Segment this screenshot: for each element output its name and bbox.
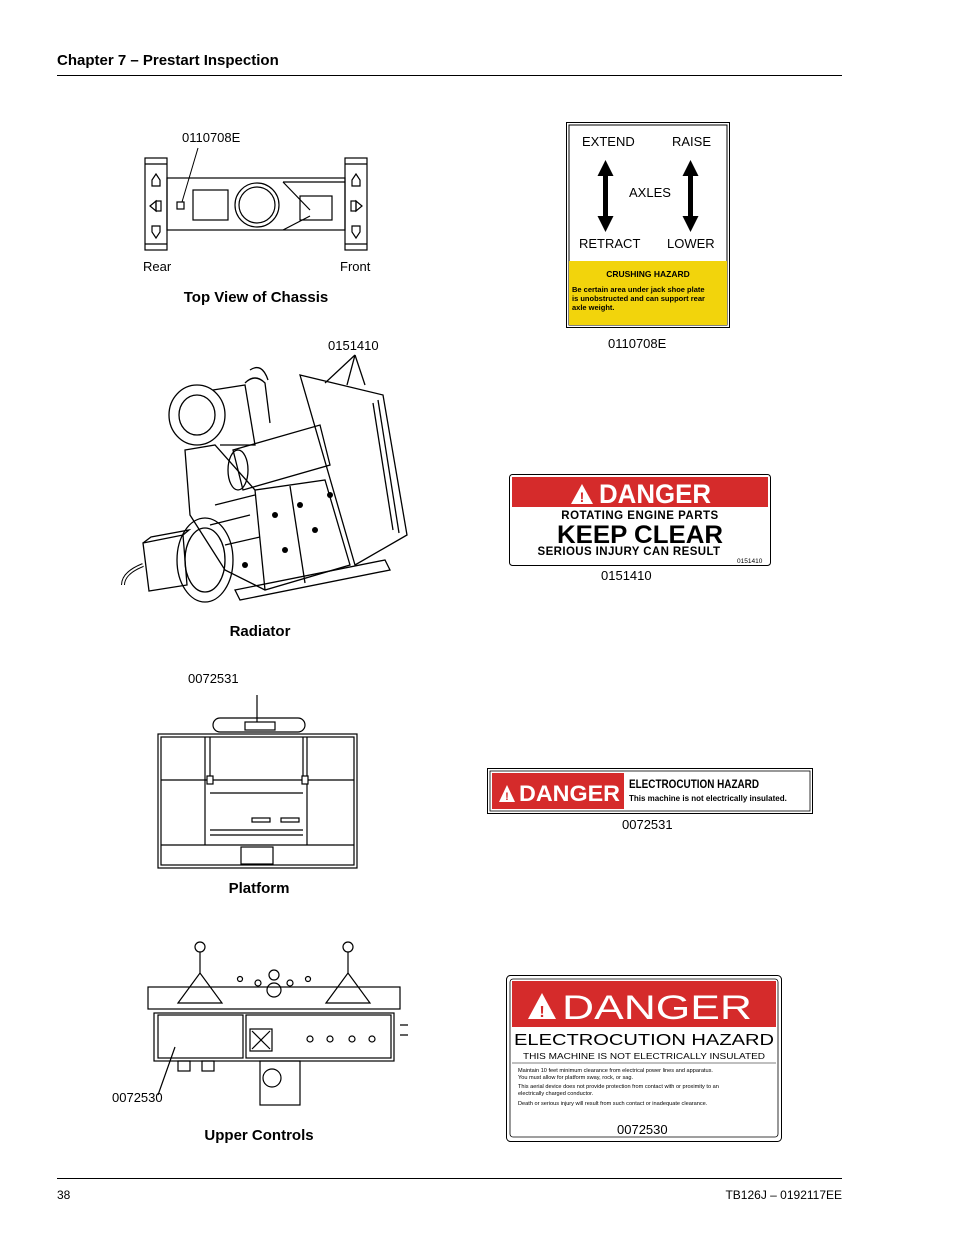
- engine-danger-word: DANGER: [599, 479, 711, 509]
- svg-text:!: !: [505, 791, 509, 803]
- svg-text:!: !: [539, 1004, 545, 1021]
- chassis-front-label: Front: [340, 259, 371, 274]
- axles-hazard-line2: is unobstructed and can support rear: [572, 294, 705, 303]
- platform-danger-decal: [487, 768, 813, 814]
- axles-retract: RETRACT: [579, 236, 641, 251]
- chassis-callout: 0110708E: [182, 130, 241, 145]
- header-rule: [57, 75, 842, 76]
- upper-controls-drawing: [140, 935, 415, 1110]
- axles-lower: LOWER: [667, 236, 715, 251]
- controls-text1b: You must allow for platform sway, rock, or sag.: [518, 1075, 634, 1081]
- axles-raise: RAISE: [672, 134, 712, 149]
- controls-danger-subtitle: THIS MACHINE IS NOT ELECTRICALLY INSULATED: [523, 1051, 765, 1061]
- controls-text2b: electrically charged conductor.: [518, 1091, 594, 1097]
- platform-danger-word: DANGER: [519, 781, 621, 806]
- engine-drawing: [115, 355, 415, 615]
- axles-hazard-line3: axle weight.: [572, 303, 615, 312]
- engine-line1: ROTATING ENGINE PARTS: [561, 510, 719, 522]
- chapter-title: Chapter 7 – Prestart Inspection: [57, 52, 279, 69]
- axles-label: AXLES: [629, 185, 671, 200]
- platform-caption: Platform: [228, 880, 290, 897]
- engine-line3: SERIOUS INJURY CAN RESULT: [537, 546, 721, 558]
- engine-small-no: 0151410: [737, 558, 763, 565]
- platform-danger-subtitle: This machine is not electrically insulated.: [629, 794, 787, 803]
- upper-controls-callout: 0072530: [112, 1090, 163, 1105]
- platform-callout: 0072531: [188, 671, 239, 686]
- axles-hazard-line1: Be certain area under jack shoe plate: [572, 285, 705, 294]
- controls-text1a: Maintain 10 feet minimum clearance from electrical power lines and apparatus.: [518, 1068, 713, 1074]
- controls-text3: Death or serious injury will result from such contact or inadequate clearance.: [518, 1101, 708, 1107]
- controls-danger-word: DANGER: [562, 989, 752, 1027]
- chassis-drawing: [140, 150, 380, 260]
- controls-danger-decal: [506, 975, 782, 1142]
- axles-hazard-title: CRUSHING HAZARD: [606, 269, 690, 279]
- engine-danger-decal: [509, 474, 771, 566]
- page-number: 38: [57, 1188, 71, 1202]
- platform-danger-title: ELECTROCUTION HAZARD: [629, 777, 760, 791]
- chassis-caption: Top View of Chassis: [183, 289, 329, 306]
- controls-text2a: This aerial device does not provide protection from contact with or proximity to an: [518, 1084, 719, 1090]
- platform-drawing: [155, 690, 360, 870]
- platform-decal-part-no: 0072531: [622, 817, 673, 832]
- footer-rule: [57, 1178, 842, 1179]
- chassis-rear-label: Rear: [143, 259, 172, 274]
- axles-decal-part-no: 0110708E: [608, 336, 667, 351]
- radiator-callout: 0151410: [328, 338, 379, 353]
- engine-line2: KEEP CLEAR: [557, 521, 723, 549]
- axles-extend: EXTEND: [582, 134, 635, 149]
- engine-decal-part-no: 0151410: [601, 568, 652, 583]
- controls-danger-title: ELECTROCUTION HAZARD: [514, 1032, 774, 1049]
- upper-controls-caption: Upper Controls: [204, 1127, 314, 1144]
- svg-text:!: !: [579, 489, 585, 505]
- axles-decal: [566, 122, 730, 328]
- document-number: TB126J – 0192117EE: [725, 1188, 842, 1202]
- radiator-caption: Radiator: [229, 623, 291, 640]
- controls-decal-part-no: 0072530: [617, 1122, 668, 1137]
